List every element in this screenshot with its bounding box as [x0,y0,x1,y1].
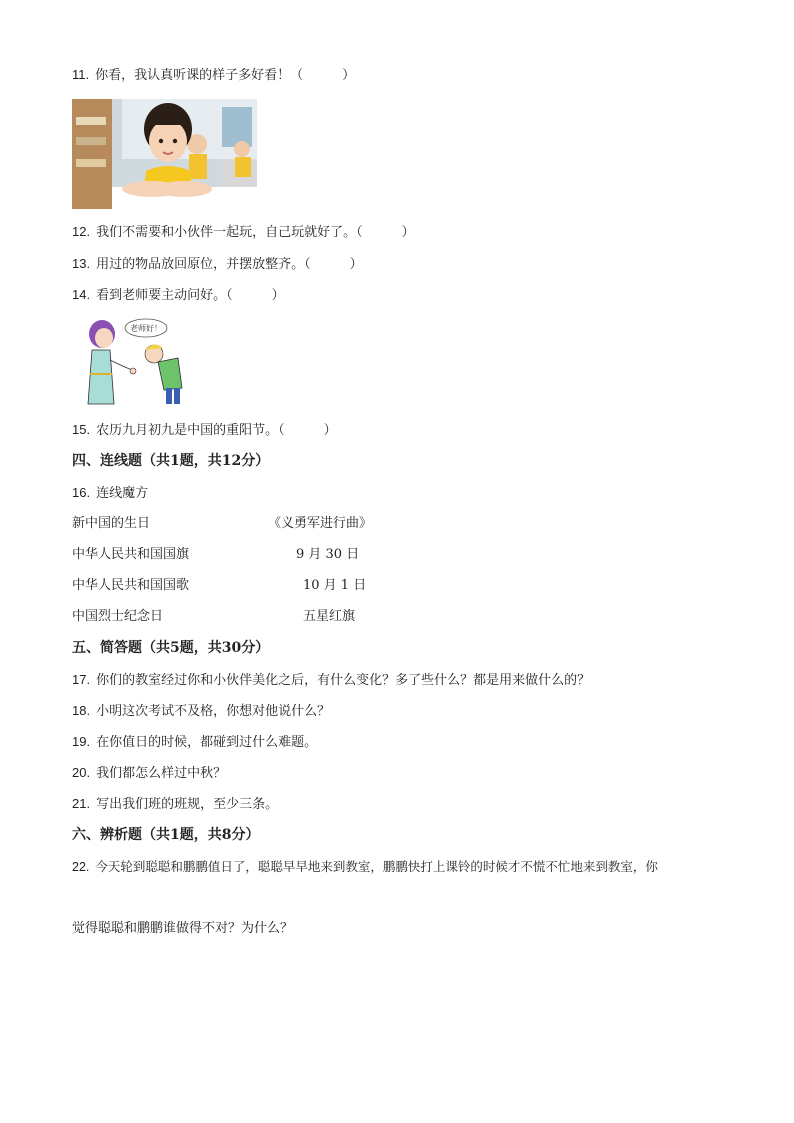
question-number: 22. [72,860,90,874]
question-number: 20. [72,765,91,780]
matching-right-item: 10 月 1 日 [303,578,367,593]
question-number: 15. [72,422,91,437]
question-15 [72,421,337,440]
question-number: 17. [72,672,91,687]
section-heading-short-answer: 五、简答题（共5题，共30分） [72,640,270,656]
classroom-girl-photo [72,99,257,209]
question-text: 用过的物品放回原位，并摆放整齐。（ ） [96,257,363,272]
question-number: 19. [72,734,91,749]
question-22-continuation: 觉得聪聪和鹏鹏谁做得不对？为什么？ [72,921,294,936]
question-22 [72,858,658,876]
question-text: 我们不需要和小伙伴一起玩，自己玩就好了。（ ） [96,225,415,240]
matching-left-item: 新中国的生日 [72,516,151,531]
question-18 [72,702,330,721]
question-text: 你们的教室经过你和小伙伴美化之后，有什么变化？多了些什么？都是用来做什么的？ [96,673,591,688]
question-16 [72,484,148,503]
matching-left-item: 中华人民共和国国歌 [72,578,190,593]
question-17 [72,671,590,690]
section-heading-matching: 四、连线题（共1题，共12分） [72,453,270,469]
question-number: 18. [72,703,91,718]
teacher-student-illustration [80,318,192,408]
question-20 [72,764,226,783]
question-text: 在你值日的时候，都碰到过什么难题。 [96,735,318,750]
question-text: 农历九月初九是中国的重阳节。（ ） [96,423,337,438]
question-text: 看到老师要主动问好。（ ） [96,288,285,303]
question-text: 连线魔方 [96,486,149,501]
greeting-teacher-cartoon [80,318,192,408]
question-14 [72,286,285,305]
matching-right-item: 五星红旗 [303,609,356,624]
question-text: 今天轮到聪聪和鹏鹏值日了，聪聪早早地来到教室，鹏鹏快打上课铃的时候才不慌不忙地来到教室，你 [95,859,658,874]
question-text: 你看，我认真听课的样子多好看！（ ） [95,68,356,83]
section-heading-analysis: 六、辨析题（共1题，共8分） [72,827,260,843]
question-number: 11. [72,67,90,82]
question-number: 14. [72,287,91,302]
question-13 [72,255,363,274]
question-21 [72,795,278,814]
matching-left-item: 中国烈士纪念日 [72,609,164,624]
classroom-girl-illustration [72,99,257,209]
question-number: 16. [72,485,91,500]
question-19 [72,733,317,752]
question-number: 21. [72,796,91,811]
matching-left-item: 中华人民共和国国旗 [72,547,190,562]
question-text: 小明这次考试不及格，你想对他说什么？ [96,704,331,719]
question-12 [72,223,415,242]
matching-right-item: 9 月 30 日 [296,547,360,562]
question-text: 我们都怎么样过中秋？ [96,766,227,781]
question-11 [72,66,355,85]
question-number: 13. [72,256,91,271]
speech-bubble-text: 老师好！ [130,324,162,333]
matching-right-item: 《义勇军进行曲》 [268,516,373,531]
question-text: 写出我们班的班规，至少三条。 [96,797,279,812]
question-number: 12. [72,224,91,239]
